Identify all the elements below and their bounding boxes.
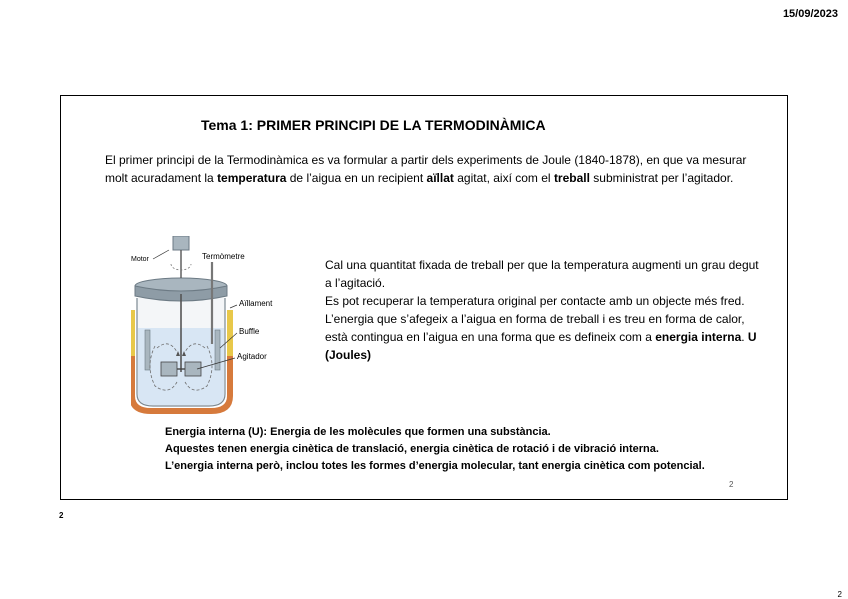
slide-number: 2 — [729, 480, 734, 489]
baffle-left — [145, 330, 150, 370]
baffle-right — [215, 330, 220, 370]
label-agitador: Agitador — [237, 352, 267, 361]
internal-energy-definition — [165, 424, 765, 475]
label-buffle: Buffle — [239, 327, 260, 336]
label-termometre: Termòmetre — [202, 252, 245, 261]
page-number: 2 — [59, 511, 64, 520]
definition-line-1: Energia interna (U): Energia de les molècules que formen una substància. — [165, 426, 551, 438]
definition-line-2: Aquestes tenen energia cinètica de translació, energia cinètica de rotació i de vibració interna. — [165, 443, 659, 455]
motor-icon — [173, 236, 189, 250]
corner-page-number: 2 — [837, 590, 842, 599]
slide-title: Tema 1: PRIMER PRINCIPI DE LA TERMODINÀMICA — [201, 117, 546, 133]
header-date: 15/09/2023 — [782, 8, 838, 20]
explanation-text: Cal una quantitat fixada de treball per que la temperatura augmenti un grau degut a l’agitació. Es pot recuperar la temperatura original per contacte amb un objecte més fred. L’energia que s’afegeix a l’aigua en forma de treball i es treu en forma de calor, està contingua en l’aigua en una forma que es defineix com a energia interna. U (Joules) — [325, 258, 759, 362]
insulation-right — [227, 310, 233, 356]
joule-apparatus-diagram — [131, 236, 331, 416]
agitator-icon — [161, 362, 177, 376]
slide-frame — [60, 95, 788, 500]
label-aillament: Aïllament — [239, 299, 273, 308]
definition-line-3: L’energia interna però, inclou totes les formes d’energia molecular, tant energia cinètica com potencial. — [165, 460, 705, 472]
insulation-left — [131, 310, 135, 356]
intro-paragraph: El primer principi de la Termodinàmica es va formular a partir dels experiments de Joule (1840-1878), en que va mesurar molt acuradament la temperatura de l’aigua en un recipient aïllat agitat, així com el treball subministrat per l’agitador. — [105, 153, 747, 185]
label-motor: Motor — [131, 256, 149, 263]
